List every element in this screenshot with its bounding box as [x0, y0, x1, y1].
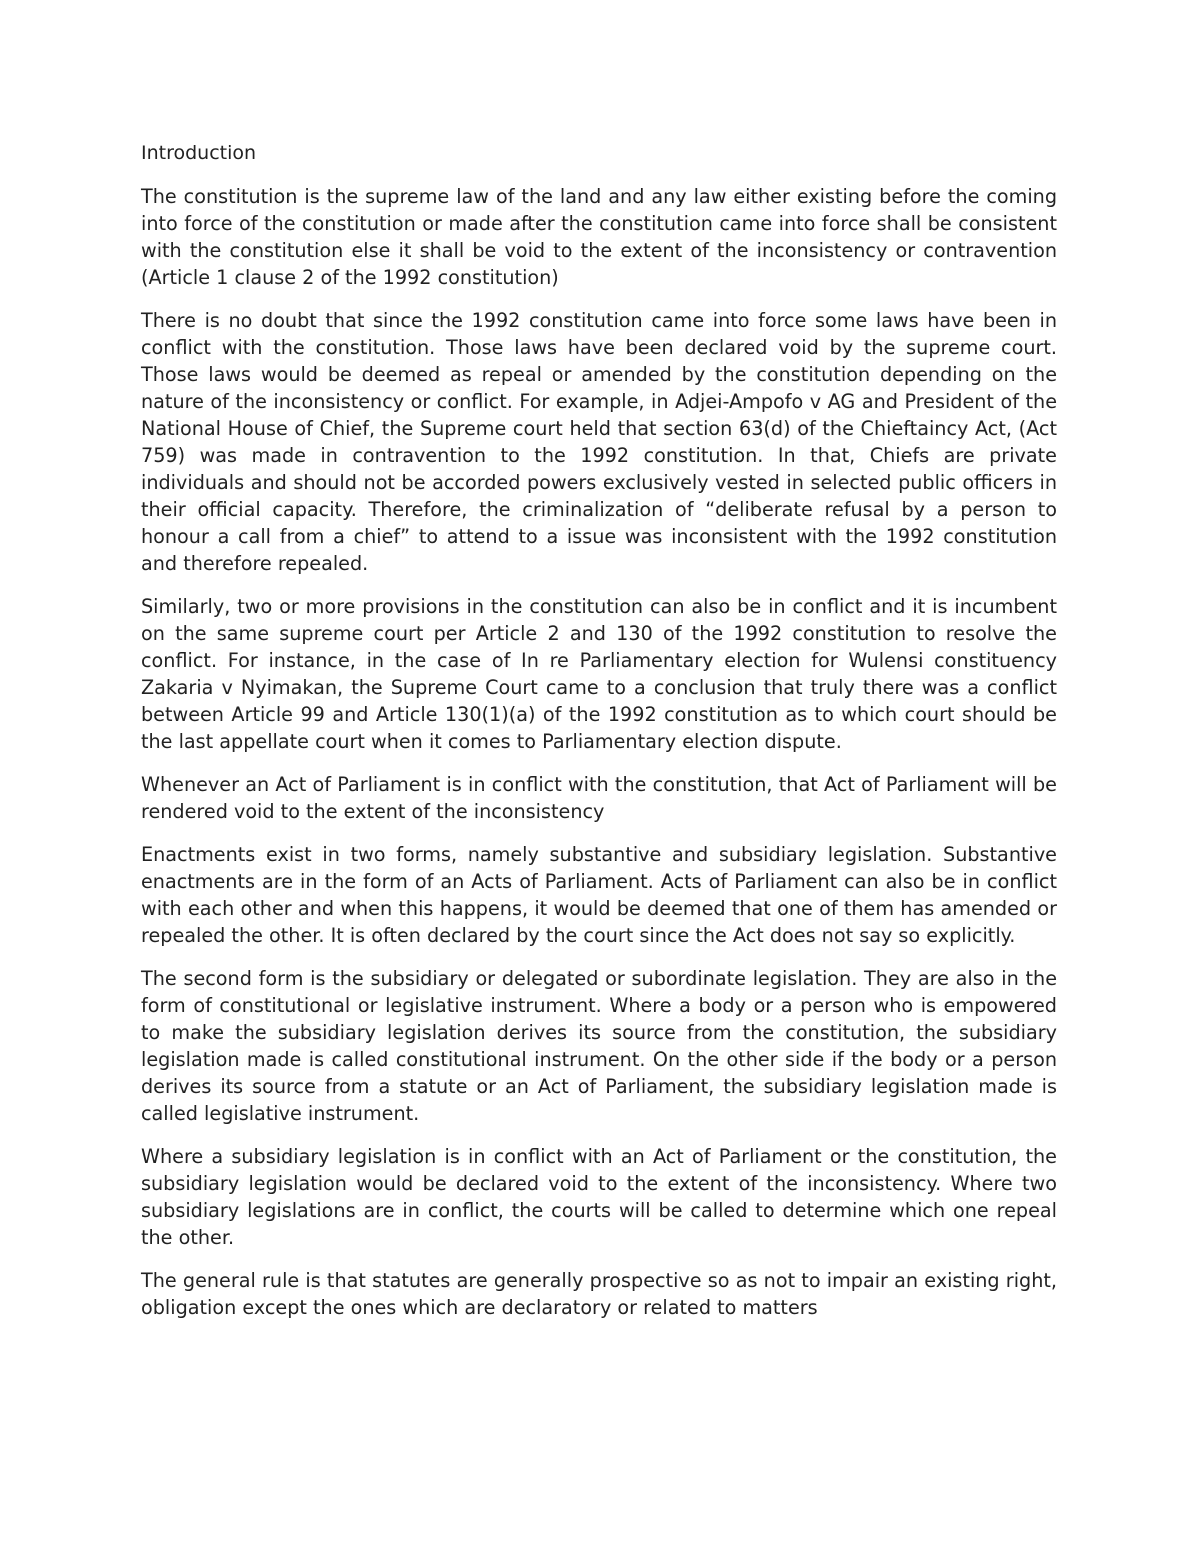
- paragraph-prospective-statutes: The general rule is that statutes are generally prospective so as not to impair an existing right, obligation except the ones which are declaratory or related to matters: [141, 1269, 1057, 1319]
- paragraph-enactment-forms: Enactments exist in two forms, namely substantive and subsidiary legislation. Substantive enactments are in the form of an Acts of Parliament. Acts of Parliament can also be in conflict with each other and when this happens, it would be deemed that one of them has amended or repealed the other. It is often declared by the court since the Act does not say so explicitly.: [141, 843, 1057, 947]
- paragraph-constitutional-provisions-conflict: Similarly, two or more provisions in the constitution can also be in conflict and it is incumbent on the same supreme court per Article 2 and 130 of the 1992 constitution to resolve the conflict. For instance, in the case of In re Parliamentary election for Wulensi constituency Zakaria v Nyimakan, the Supreme Court came to a conclusion that truly there was a conflict between Article 99 and Article 130(1)(a) of the 1992 constitution as to which court should be the last appellate court when it comes to Parliamentary election dispute.: [141, 595, 1057, 753]
- paragraph-act-of-parliament-void: Whenever an Act of Parliament is in conflict with the constitution, that Act of Parliament will be rendered void to the extent of the inconsistency: [141, 773, 1057, 823]
- paragraph-subsidiary-legislation: The second form is the subsidiary or delegated or subordinate legislation. They are also in the form of constitutional or legislative instrument. Where a body or a person who is empowered to make the subsidiary legislation derives its source from the constitution, the subsidiary legislation made is called constitutional instrument. On the other side if the body or a person derives its source from a statute or an Act of Parliament, the subsidiary legislation made is called legislative instrument.: [141, 967, 1057, 1125]
- paragraph-laws-in-conflict: There is no doubt that since the 1992 constitution came into force some laws have been in conflict with the constitution. Those laws have been declared void by the supreme court. Those laws would be deemed as repeal or amended by the constitution depending on the nature of the inconsistency or conflict. For example, in Adjei-Ampofo v AG and President of the National House of Chief, the Supreme court held that section 63(d) of the Chieftaincy Act, (Act 759) was made in contravention to the 1992 constitution. In that, Chiefs are private individuals and should not be accorded powers exclusively vested in selected public officers in their official capacity. Therefore, the criminalization of “deliberate refusal by a person to honour a call from a chief” to attend to a issue was inconsistent with the 1992 constitution and therefore repealed.: [141, 309, 1057, 575]
- paragraph-subsidiary-conflict: Where a subsidiary legislation is in conflict with an Act of Parliament or the constitution, the subsidiary legislation would be declared void to the extent of the inconsistency. Where two subsidiary legislations are in conflict, the courts will be called to determine which one repeal the other.: [141, 1145, 1057, 1249]
- paragraph-supreme-law: The constitution is the supreme law of the land and any law either existing before the coming into force of the constitution or made after the constitution came into force shall be consistent with the constitution else it shall be void to the extent of the inconsistency or contravention (Article 1 clause 2 of the 1992 constitution): [141, 185, 1057, 289]
- document-page: [141, 140, 1057, 1337]
- section-heading: Introduction: [141, 142, 257, 164]
